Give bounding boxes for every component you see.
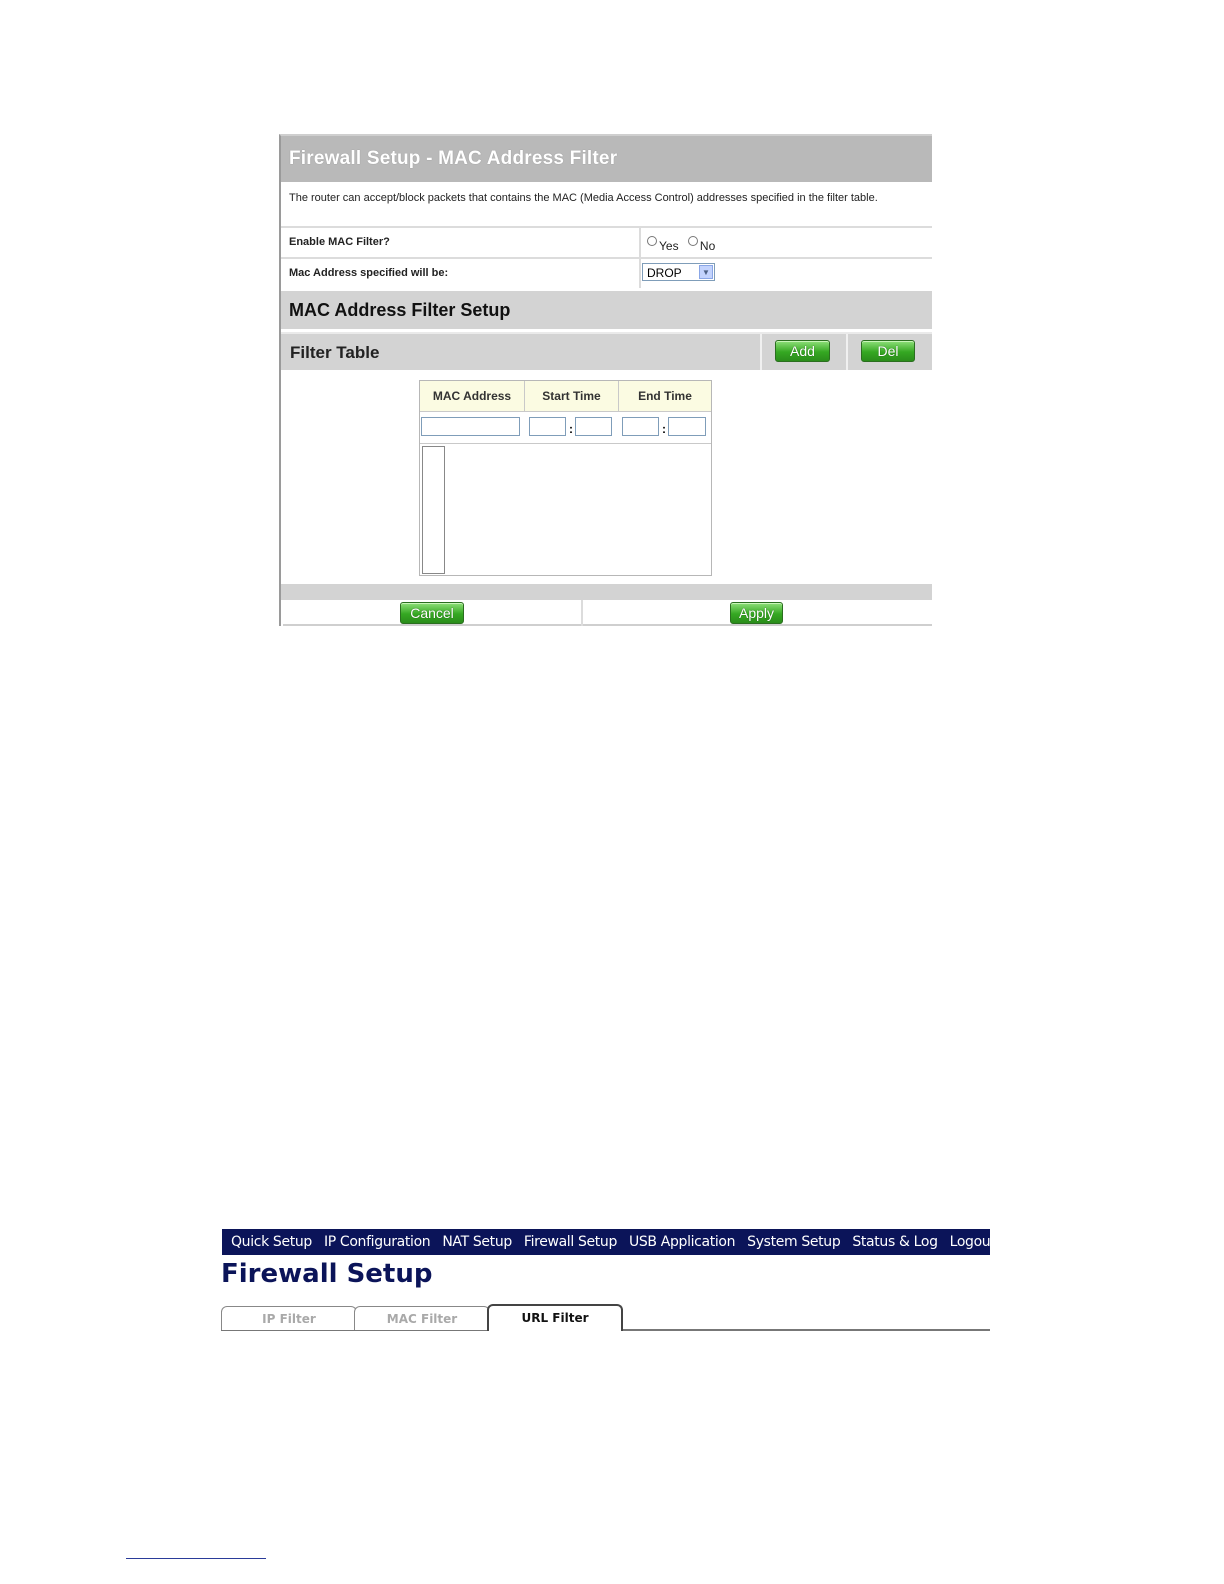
no-label: No — [699, 239, 716, 253]
yes-label: Yes — [659, 239, 679, 253]
input-row — [420, 412, 711, 444]
nav-item-system-setup[interactable]: System Setup — [747, 1234, 841, 1250]
column-header-end-time: End Time — [619, 381, 711, 412]
yes-radio[interactable] — [647, 236, 657, 246]
mac-action-row — [281, 257, 932, 288]
tab-url-filter[interactable]: URL Filter — [487, 1304, 623, 1331]
filter-table-title: Filter Table — [290, 343, 380, 362]
nav-item-status-log[interactable]: Status & Log — [852, 1234, 938, 1250]
nav-item-usb-application[interactable]: USB Application — [628, 1234, 736, 1250]
main-nav-bar — [222, 1229, 996, 1255]
footer-actions — [283, 600, 932, 626]
nav-item-ip-configuration[interactable]: IP Configuration — [323, 1234, 431, 1250]
divider — [846, 334, 848, 370]
page-title: Firewall Setup — [221, 1259, 433, 1289]
cancel-button[interactable]: Cancel — [400, 602, 464, 624]
nav-item-logout[interactable]: Logout — [949, 1234, 996, 1250]
nav-item-quick-setup[interactable]: Quick Setup — [231, 1234, 312, 1250]
filter-table-bar — [281, 332, 932, 370]
end-time-hour-input[interactable] — [622, 417, 659, 436]
panel-title: Firewall Setup - MAC Address Filter — [281, 136, 932, 182]
section-title: MAC Address Filter Setup — [281, 291, 932, 329]
start-time-hour-input[interactable] — [529, 417, 566, 436]
mac-address-input[interactable] — [421, 417, 520, 436]
enable-mac-filter-row — [281, 226, 932, 257]
column-header-start-time: Start Time — [525, 381, 619, 412]
mac-action-label: Mac Address specified will be: — [289, 267, 449, 279]
enable-radio-group — [645, 235, 719, 253]
divider — [639, 259, 641, 288]
footer-bar — [281, 584, 932, 600]
mac-action-select[interactable] — [642, 263, 715, 281]
add-button[interactable]: Add — [775, 340, 830, 362]
mac-filter-panel — [279, 134, 932, 626]
tab-mac-filter[interactable]: MAC Filter — [354, 1306, 490, 1330]
mac-filter-listbox[interactable] — [422, 446, 445, 574]
chevron-down-icon[interactable]: ▼ — [699, 265, 713, 279]
divider — [581, 600, 583, 626]
tab-ip-filter[interactable]: IP Filter — [221, 1306, 357, 1330]
footnote-separator — [126, 1558, 266, 1559]
time-colon: : — [569, 422, 573, 436]
time-colon: : — [662, 422, 666, 436]
no-radio[interactable] — [688, 236, 698, 246]
mac-filter-table — [419, 380, 712, 576]
panel-description: The router can accept/block packets that contains the MAC (Media Access Control) addresses specified in the filter table. — [289, 192, 878, 204]
nav-item-nat-setup[interactable]: NAT Setup — [442, 1234, 512, 1250]
start-time-minute-input[interactable] — [575, 417, 612, 436]
mac-action-value: DROP — [647, 266, 682, 280]
end-time-minute-input[interactable] — [668, 417, 706, 436]
enable-mac-filter-label: Enable MAC Filter? — [289, 236, 390, 248]
apply-button[interactable]: Apply — [730, 602, 783, 624]
firewall-tabs — [221, 1304, 990, 1332]
divider — [639, 228, 641, 257]
divider — [760, 334, 762, 370]
del-button[interactable]: Del — [861, 340, 915, 362]
column-header-mac-address: MAC Address — [420, 381, 525, 412]
nav-item-firewall-setup[interactable]: Firewall Setup — [523, 1234, 617, 1250]
